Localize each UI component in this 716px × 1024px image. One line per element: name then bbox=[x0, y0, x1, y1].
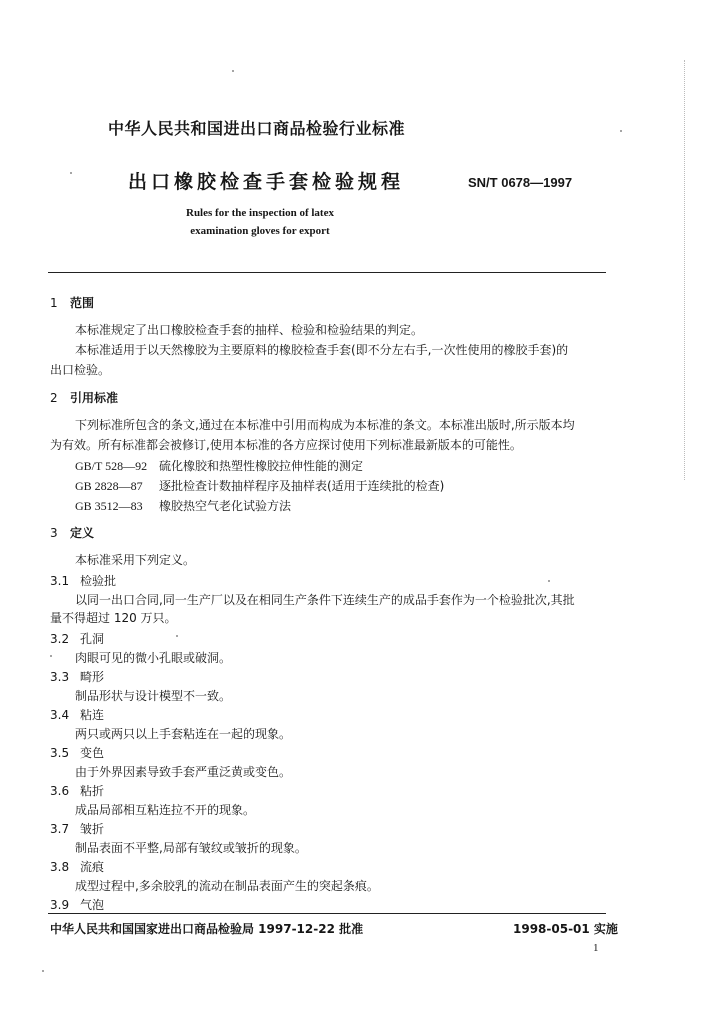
term-definition: 制品表面不平整,局部有皱纹或皱折的现象。 bbox=[75, 841, 307, 855]
term-heading bbox=[50, 744, 104, 761]
scan-speck bbox=[620, 130, 622, 132]
document-title: 出口橡胶检查手套检验规程 bbox=[128, 171, 405, 193]
term-name: 粘连 bbox=[80, 708, 105, 722]
term-name: 畸形 bbox=[80, 670, 105, 684]
section-number: 2 bbox=[50, 391, 58, 405]
term-definition-line-1: 以同一出口合同,同一生产厂以及在相同生产条件下连续生产的成品手套作为一个检验批次,其批 bbox=[75, 593, 575, 607]
term-number: 3.5 bbox=[50, 746, 70, 760]
standard-code: SN/T 0678—1997 bbox=[468, 175, 573, 190]
section-heading-references bbox=[50, 389, 118, 406]
term-number: 3.7 bbox=[50, 822, 70, 836]
term-number: 3.2 bbox=[50, 632, 70, 646]
term-heading bbox=[50, 782, 104, 799]
term-heading bbox=[50, 572, 116, 589]
section-number: 1 bbox=[50, 296, 58, 310]
term-name: 检验批 bbox=[80, 574, 117, 588]
term-definition: 成型过程中,多余胶乳的流动在制品表面产生的突起条痕。 bbox=[75, 879, 379, 893]
term-definition: 由于外界因素导致手套严重泛黄或变色。 bbox=[75, 765, 292, 779]
term-number: 3.4 bbox=[50, 708, 70, 722]
term-name: 气泡 bbox=[80, 898, 105, 912]
reference-code: GB 3512—83 bbox=[75, 499, 143, 513]
term-number: 3.8 bbox=[50, 860, 70, 874]
scan-speck bbox=[50, 655, 52, 657]
section-title: 引用标准 bbox=[70, 391, 119, 405]
references-paragraph-line-2: 为有效。所有标准都会被修订,使用本标准的各方应探讨使用下列标准最新版本的可能性。 bbox=[50, 438, 522, 452]
page-number: 1 bbox=[593, 942, 599, 954]
scan-speck bbox=[232, 70, 234, 72]
reference-name: 橡胶热空气老化试验方法 bbox=[159, 499, 292, 513]
english-title-line-2: examination gloves for export bbox=[190, 225, 330, 237]
standard-category: 中华人民共和国进出口商品检验行业标准 bbox=[108, 119, 406, 138]
term-number: 3.3 bbox=[50, 670, 70, 684]
references-paragraph-line-1: 下列标准所包含的条文,通过在本标准中引用而构成为本标准的条文。本标准出版时,所示版本均 bbox=[75, 418, 575, 432]
scope-paragraph-1: 本标准规定了出口橡胶检查手套的抽样、检验和检验结果的判定。 bbox=[75, 323, 424, 337]
reference-item bbox=[75, 497, 291, 514]
term-heading bbox=[50, 820, 104, 837]
footer-divider bbox=[48, 913, 606, 914]
term-heading bbox=[50, 858, 104, 875]
scan-speck bbox=[176, 635, 178, 637]
scan-speck bbox=[70, 172, 72, 174]
term-heading bbox=[50, 896, 104, 913]
term-name: 孔洞 bbox=[80, 632, 105, 646]
scan-speck bbox=[548, 580, 550, 582]
scope-paragraph-2-line-2: 出口检验。 bbox=[50, 363, 111, 377]
term-number: 3.1 bbox=[50, 574, 70, 588]
reference-name: 逐批检查计数抽样程序及抽样表(适用于连续批的检查) bbox=[159, 479, 445, 493]
header-divider bbox=[48, 272, 606, 273]
scan-margin-line bbox=[684, 60, 685, 480]
term-number: 3.9 bbox=[50, 898, 70, 912]
approval-statement: 中华人民共和国国家进出口商品检验局 1997-12-22 批准 bbox=[50, 922, 364, 936]
term-definition: 肉眼可见的微小孔眼或破洞。 bbox=[75, 651, 232, 665]
effective-date: 1998-05-01 实施 bbox=[513, 922, 618, 936]
reference-item bbox=[75, 457, 363, 474]
section-title: 定义 bbox=[70, 526, 95, 540]
term-name: 皱折 bbox=[80, 822, 105, 836]
term-name: 粘折 bbox=[80, 784, 105, 798]
section-number: 3 bbox=[50, 526, 58, 540]
term-number: 3.6 bbox=[50, 784, 70, 798]
reference-code: GB/T 528—92 bbox=[75, 459, 148, 473]
term-name: 变色 bbox=[80, 746, 105, 760]
term-definition: 成品局部相互粘连拉不开的现象。 bbox=[75, 803, 256, 817]
term-heading bbox=[50, 706, 104, 723]
scan-speck bbox=[42, 970, 44, 972]
scope-paragraph-2-line-1: 本标准适用于以天然橡胶为主要原料的橡胶检查手套(即不分左右手,一次性使用的橡胶手套)的 bbox=[75, 343, 569, 357]
term-definition-line-2: 量不得超过 120 万只。 bbox=[50, 611, 177, 625]
reference-code: GB 2828—87 bbox=[75, 479, 143, 493]
term-heading bbox=[50, 630, 104, 647]
term-definition: 两只或两只以上手套粘连在一起的现象。 bbox=[75, 727, 292, 741]
definitions-intro: 本标准采用下列定义。 bbox=[75, 553, 196, 567]
term-definition: 制品形状与设计模型不一致。 bbox=[75, 689, 232, 703]
term-name: 流痕 bbox=[80, 860, 105, 874]
section-heading-definitions bbox=[50, 524, 94, 541]
english-title-line-1: Rules for the inspection of latex bbox=[186, 207, 334, 219]
section-title: 范围 bbox=[70, 296, 95, 310]
section-heading-scope bbox=[50, 294, 94, 311]
reference-item bbox=[75, 477, 444, 494]
term-heading bbox=[50, 668, 104, 685]
reference-name: 硫化橡胶和热塑性橡胶拉伸性能的测定 bbox=[159, 459, 364, 473]
